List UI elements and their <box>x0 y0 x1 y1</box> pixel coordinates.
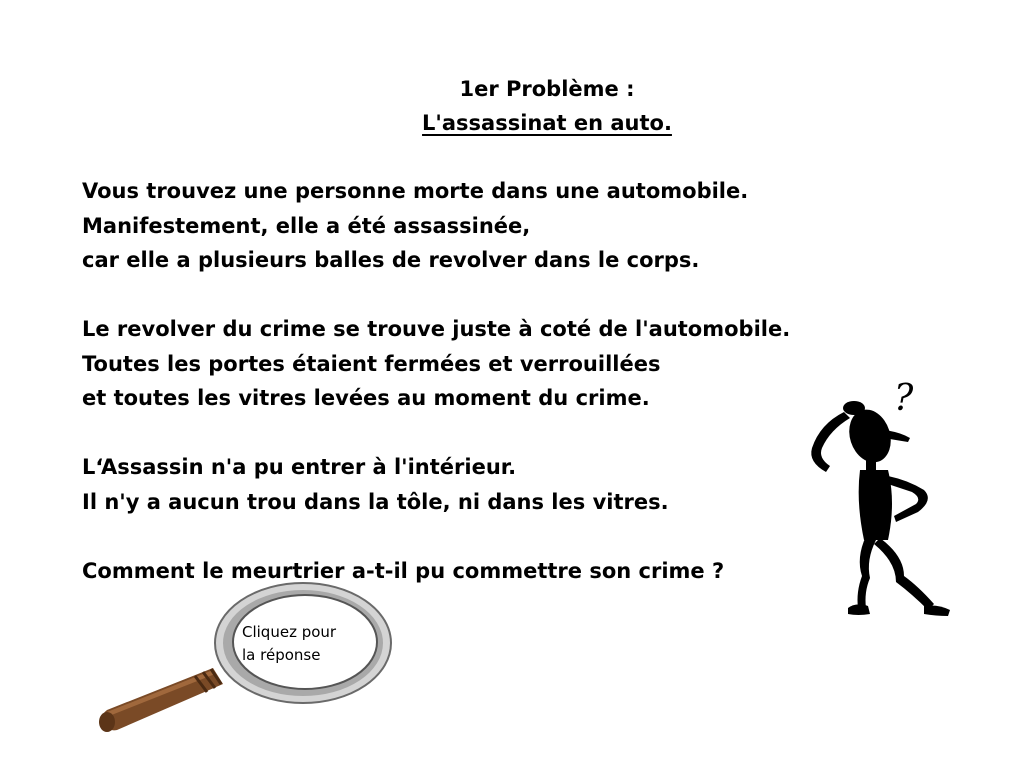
text-line: et toutes les vitres levées au moment du crime. <box>82 386 650 410</box>
thinking-figure-icon <box>800 372 960 622</box>
text-line: Vous trouvez une personne morte dans une automobile. <box>82 179 749 203</box>
text-line: Toutes les portes étaient fermées et verrouillées <box>82 351 661 376</box>
answer-label-line[interactable]: Cliquez pour <box>242 623 337 641</box>
title-block <box>0 72 1024 140</box>
text-line: Il n'y a aucun trou dans la tôle, ni dans les vitres. <box>82 489 669 514</box>
answer-button-label[interactable] <box>242 621 372 667</box>
answer-label-line[interactable]: la réponse <box>242 646 321 664</box>
question-line: Comment le meurtrier a-t-il pu commettre son crime ? <box>82 558 725 583</box>
text-line: Manifestement, elle a été assassinée, <box>82 213 531 238</box>
slide-title: 1er Problème : <box>459 77 635 101</box>
text-line: car elle a plusieurs balles de revolver dans le corps. <box>82 248 700 272</box>
text-line: Le revolver du crime se trouve juste à coté de l'automobile. <box>82 317 791 341</box>
paragraph-discovery <box>82 174 982 278</box>
text-line: L‘Assassin n'a pu entrer à l'intérieur. <box>82 455 517 479</box>
question-mark-icon: ? <box>894 378 914 419</box>
slide-subtitle: L'assassinat en auto. <box>422 111 672 135</box>
